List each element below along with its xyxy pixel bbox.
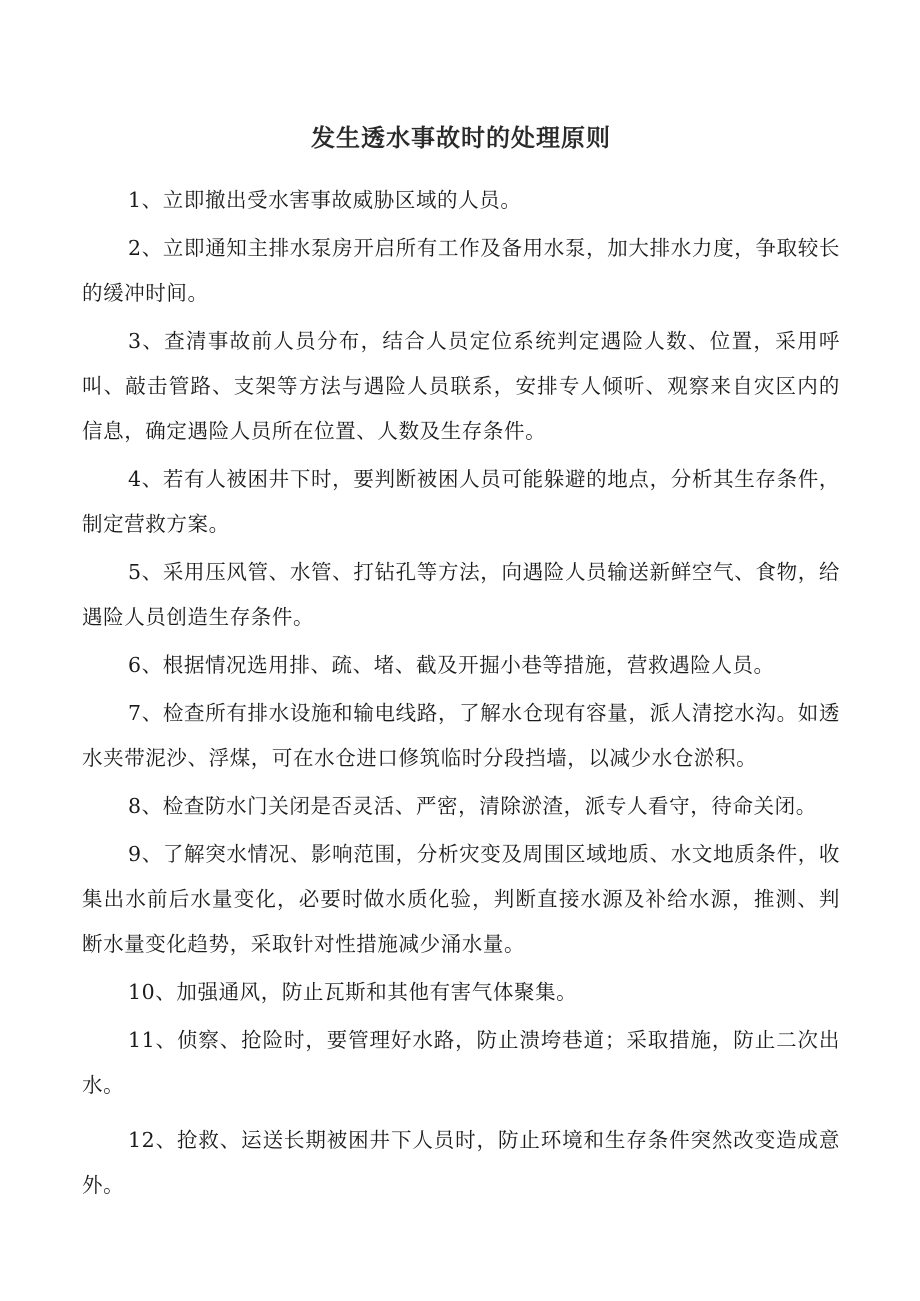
principle-item-7: 7、检查所有排水设施和输电线路，了解水仓现有容量，派人清挖水沟。如透水夹带泥沙、浮煤，可在水仓进口修筑临时分段挡墙，以减少水仓淤积。	[82, 701, 840, 770]
principle-item-8: 8、检查防水门关闭是否灵活、严密，清除淤渣，派专人看守，待命关闭。	[128, 794, 817, 818]
principle-item-10: 10、加强通风，防止瓦斯和其他有害气体聚集。	[128, 980, 578, 1004]
principle-item-9: 9、了解突水情况、影响范围，分析灾变及周围区域地质、水文地质条件，收集出水前后水量变化，必要时做水质化验，判断直接水源及补给水源，推测、判断水量变化趋势，采取针对性措施减少涌水量。	[82, 842, 840, 956]
principle-item-12: 12、抢救、运送长期被困井下人员时，防止环境和生存条件突然改变造成意外。	[82, 1128, 840, 1197]
principle-item-1: 1、立即撤出受水害事故威胁区域的人员。	[128, 188, 522, 212]
principle-item-3: 3、查清事故前人员分布，结合人员定位系统判定遇险人数、位置，采用呼叫、敲击管路、支架等方法与遇险人员联系，安排专人倾听、观察来自灾区内的信息，确定遇险人员所在位置、人数及生存条件。	[82, 329, 840, 443]
principle-item-6: 6、根据情况选用排、疏、堵、截及开掘小巷等措施，营救遇险人员。	[128, 653, 775, 677]
principle-item-4: 4、若有人被困井下时，要判断被困人员可能躲避的地点，分析其生存条件，制定营救方案。	[82, 467, 840, 536]
principle-item-11: 11、侦察、抢险时，要管理好水路，防止溃垮巷道；采取措施，防止二次出水。	[82, 1028, 840, 1097]
document-title: 发生透水事故时的处理原则	[311, 124, 611, 152]
principle-item-5: 5、采用压风管、水管、打钻孔等方法，向遇险人员输送新鲜空气、食物，给遇险人员创造生存条件。	[82, 560, 840, 629]
principle-item-2: 2、立即通知主排水泵房开启所有工作及备用水泵，加大排水力度，争取较长的缓冲时间。	[82, 236, 840, 305]
